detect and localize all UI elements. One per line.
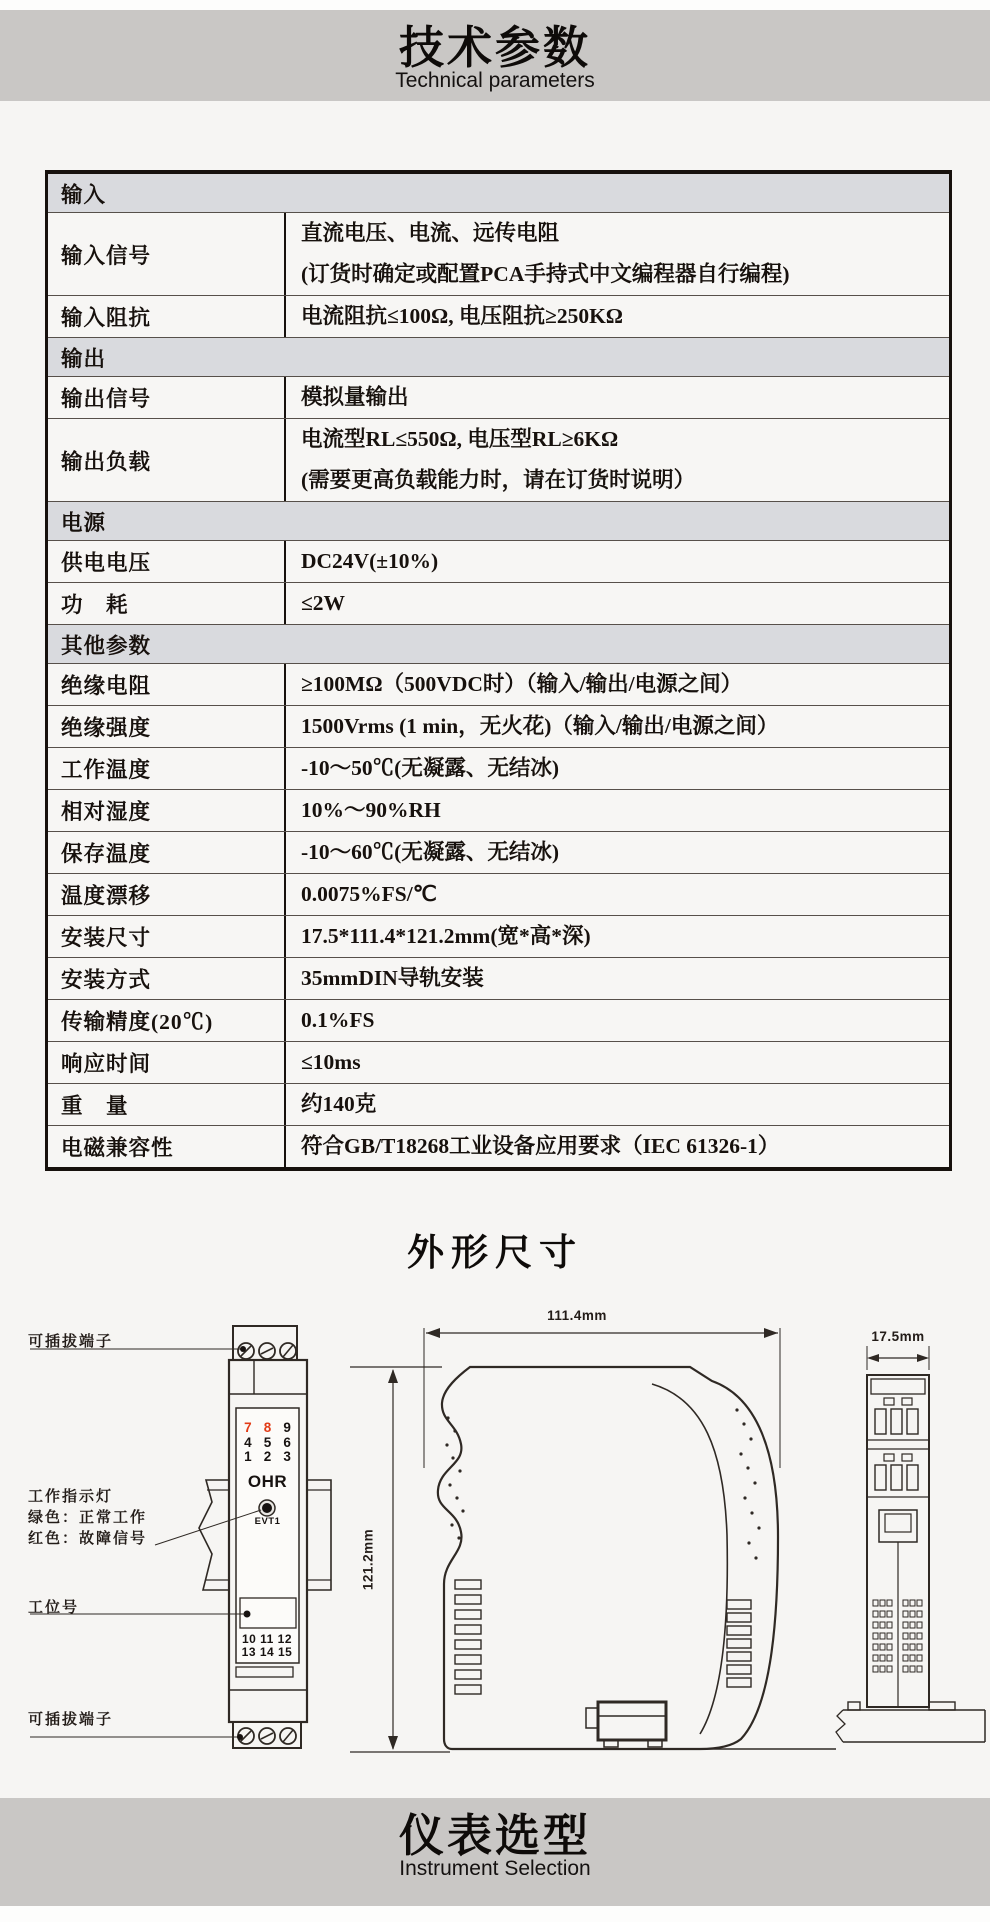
model-label: EVT1 [254,1516,281,1527]
spec-row [48,789,949,831]
spec-row [48,957,949,999]
spec-row [48,540,949,582]
spec-section-row [48,501,949,540]
footer-subtitle: Instrument Selection [399,1857,591,1881]
spec-value: ≤10ms [284,1042,949,1083]
break-dots [445,1408,760,1559]
page-subtitle: Technical parameters [395,69,595,93]
spec-label: 电源 [61,510,107,535]
depth-dimension: 17.5mm [871,1329,925,1344]
spec-row [48,663,949,705]
spec-label: 温度漂移 [61,884,152,908]
spec-value: 电流阻抗≤100Ω, 电压阻抗≥250KΩ [284,296,949,337]
spec-table [45,170,952,1171]
spec-row [48,999,949,1041]
footer-title: 仪表选型 [398,1810,591,1861]
spec-row [48,582,949,624]
end-view [836,1346,985,1742]
vent-slots [455,1580,751,1694]
spec-section-row [48,174,949,212]
spec-label: 输出负载 [61,449,152,474]
spec-label: 响应时间 [61,1052,152,1076]
spec-label: 绝缘强度 [61,716,152,740]
terminal-number: 3 [283,1449,291,1464]
spec-label: 其他参数 [61,633,152,658]
spec-row [48,873,949,915]
indicator-led-label-line1: 工作指示灯 [28,1488,114,1505]
terminal-number-row: 10 11 12 [241,1632,293,1646]
spec-section-row [48,624,949,663]
terminal-number-row: 13 14 15 [241,1644,293,1659]
indicator-led-label-line3: 红色：故障信号 [28,1530,148,1547]
terminal-number: 2 [263,1449,272,1464]
brand-logo: OHR [247,1472,288,1491]
page-title: 技术参数 [398,22,591,73]
spec-row [48,1083,949,1125]
spec-row [48,747,949,789]
spec-value: 0.0075%FS/℃ [284,874,949,915]
spec-value: ≥100MΩ（500VDC时）（输入/输出/电源之间） [284,664,949,705]
spec-value: 10%～90%RH [284,790,949,831]
spec-value: 直流电压、电流、远传电阻 (订货时确定或配置PCA手持式中文编程器自行编程) [284,213,949,295]
dimension-drawing [0,1300,990,1798]
station-number-label: 工位号 [28,1599,80,1616]
spec-value: 模拟量输出 [284,377,949,418]
spec-row [48,1041,949,1083]
spec-value: -10～60℃(无凝露、无结冰) [284,832,949,873]
bottom-terminal-numbers [234,1633,300,1658]
spec-row [48,1125,949,1167]
spec-label: 供电电压 [61,551,152,575]
spec-value: ≤2W [284,583,949,624]
spec-value: 约140克 [284,1084,949,1125]
pluggable-terminal-label-bottom: 可插拔端子 [28,1711,114,1728]
terminal-number: 7 [244,1420,252,1435]
spec-value: -10～50℃(无凝露、无结冰) [284,748,949,789]
front-view [229,1326,307,1748]
spec-label: 输入信号 [61,243,152,268]
spec-value: DC24V(±10%) [284,541,949,582]
spec-row [48,915,949,957]
side-view [350,1328,836,1752]
spec-section-row [48,337,949,376]
pluggable-terminal-label-top: 可插拔端子 [28,1333,114,1350]
spec-value: 35mmDIN导轨安装 [284,958,949,999]
spec-label: 工作温度 [61,758,152,782]
top-margin [0,0,990,10]
width-dimension: 111.4mm [547,1308,607,1323]
indicator-led-label [28,1486,147,1549]
terminal-number: 5 [263,1434,272,1450]
spec-label: 输入 [61,182,107,207]
spec-label: 重 量 [61,1094,129,1118]
spec-value: 1500Vrms (1 min，无火花)（输入/输出/电源之间） [284,706,949,747]
spec-row [48,295,949,337]
page-header [0,10,990,101]
spec-label: 电磁兼容性 [61,1136,174,1160]
spec-label: 相对湿度 [61,800,152,824]
spec-row [48,705,949,747]
spec-label: 传输精度(20℃) [61,1010,214,1034]
dimensions-title: 外形尺寸 [407,1232,583,1273]
spec-label: 安装尺寸 [61,926,152,950]
spec-row [48,212,949,295]
spec-label: 安装方式 [61,968,152,992]
indicator-led-label-line2: 绿色：正常工作 [28,1509,148,1526]
terminal-number: 8 [263,1420,272,1435]
terminal-number: 9 [283,1420,291,1435]
terminal-number: 1 [244,1449,252,1464]
spec-label: 保存温度 [61,842,152,866]
spec-label: 输出 [61,346,107,371]
spec-value: 17.5*111.4*121.2mm(宽*高*深) [284,916,949,957]
spec-label: 功 耗 [61,593,129,617]
spec-value: 符合GB/T18268工业设备应用要求（IEC 61326-1） [284,1126,949,1167]
spec-row [48,376,949,418]
spec-label: 输出信号 [61,387,152,411]
spec-label: 绝缘电阻 [61,674,152,698]
page-footer [0,1798,990,1906]
terminal-number: 6 [283,1434,291,1450]
spec-row [48,831,949,873]
bottom-margin [0,1906,990,1922]
spec-label: 输入阻抗 [61,306,152,330]
terminal-grid [238,1421,297,1465]
dimension-drawing-svg [0,1300,990,1798]
spec-row [48,418,949,501]
spec-value: 电流型RL≤550Ω, 电压型RL≥6KΩ (需要更高负载能力时，请在订货时说明） [284,419,949,501]
terminal-number: 4 [244,1434,252,1450]
spec-value: 0.1%FS [284,1000,949,1041]
height-dimension: 121.2mm [360,1528,376,1591]
